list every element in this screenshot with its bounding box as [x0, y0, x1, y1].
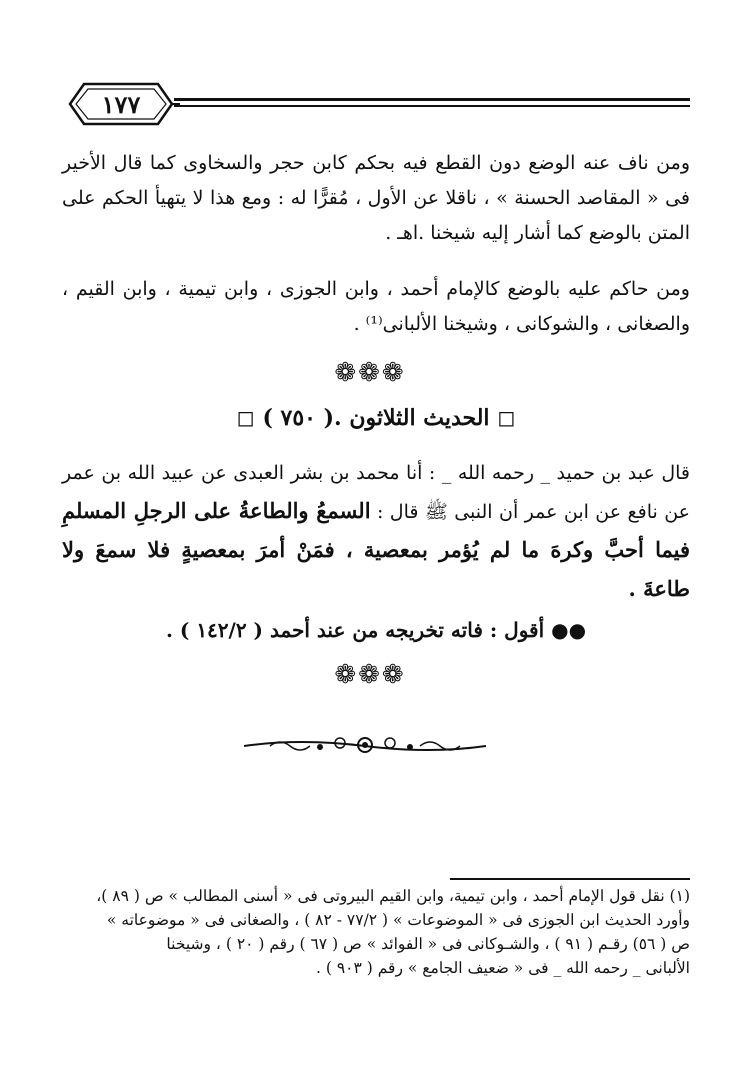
page-number: ١٧٧ [101, 90, 141, 119]
author-comment: ●● أقول : فاته تخريجه من عند أحمد ( ١٤٢/٢ ) . [165, 618, 587, 642]
flourish-divider-icon [240, 728, 490, 762]
hadith-heading: ◻ الحديث الثلاثون .( ٧٥٠ ) ◻ [236, 405, 516, 431]
hadith-chain: قال عبد بن حميد _ رحمه الله _ : أنا محمد بن بشر العبدى عن عبيد الله بن عمر عن نافع عن ابن عمر أن النبى ﷺ قال : [62, 462, 690, 523]
hadith-paragraph [62, 454, 690, 609]
paragraph-2: ومن حاكم عليه بالوضع كالإمام أحمد ، وابن الجوزى ، وابن تيمية ، وابن القيم ، والصغانى ، والشوكانى ، وشيخنا الألبانى⁽¹⁾ . [62, 278, 690, 335]
footnote-line: الألبانى _ رحمه الله _ فى « ضعيف الجامع » رقم ( ٩٠٣ ) . [316, 959, 690, 977]
footnote-rule [450, 878, 690, 880]
footnote-line: وأورد الحديث ابن الجوزى فى « الموضوعات » ( ٧٧/٢ - ٨٢ ) ، والصغانى فى « موضوعاته » [106, 911, 690, 929]
header-rule-thin [174, 105, 690, 107]
hadith-text: السمعُ والطاعةُ على الرجلِ المسلمِ فيما أحبَّ وكرهَ ما لم يُؤمر بمعصية ، فمَنْ أمرَ بمعصيةٍ فلا سمعَ ولا طاعةَ . [62, 498, 690, 601]
header-rule [174, 98, 690, 101]
footnote-line: ص ( ٥٦) رقـم ( ٩١ ) ، والشـوكانى فى « الفوائد » ص ( ٦٧ ) رقم ( ٢٠ ) ، وشيخنا [166, 935, 690, 953]
footnote-line: (١) نقل قول الإمام أحمد ، وابن تيمية، وابن القيم البيروتى فى « أسنى المطالب » ص ( ٨٩ )، [96, 887, 690, 905]
flower-ornament-icon: ❁❁❁ [334, 358, 406, 388]
flower-ornament-icon: ❁❁❁ [334, 660, 406, 690]
footnotes [62, 884, 690, 980]
page-header [62, 78, 690, 136]
paragraph-1: ومن ناف عنه الوضع دون القطع فيه بحكم كابن حجر والسخاوى كما قال الأخير فى « المقاصد الحسنة » ، ناقلا عن الأول ، مُقرًّا له : ومع هذا لا يتهيأ الحكم على المتن بالوضع كما أشار إليه شيخنا .اهـ . [62, 152, 690, 244]
